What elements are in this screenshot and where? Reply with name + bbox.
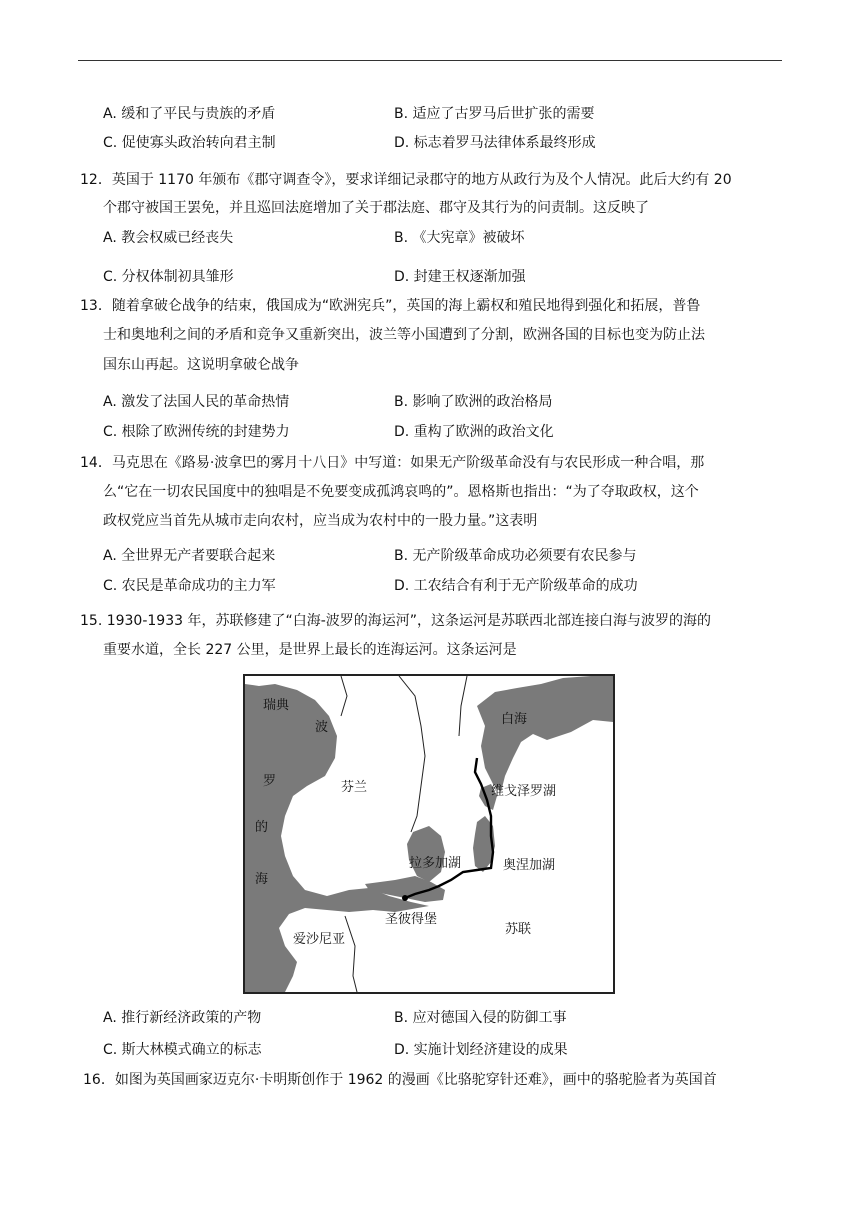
q12-option-d: D. 封建王权逐渐加强 bbox=[394, 269, 526, 285]
q12-stem-line1: 12．英国于 1170 年颁布《郡守调查令》，要求详细记录郡守的地方从政行为及个人情况。此后大约有 20 bbox=[80, 172, 732, 188]
white-sea-shape bbox=[477, 676, 613, 792]
q14-stem-line2: 么“它在一切农民国度中的独唱是不免要变成孤鸿哀鸣的”。恩格斯也指出：“为了夺取政权，这个 bbox=[103, 484, 699, 500]
q12-stem-line2: 个郡守被国王罢免，并且巡回法庭增加了关于郡法庭、郡守及其行为的问责制。这反映了 bbox=[103, 200, 649, 216]
q13-option-c: C. 根除了欧洲传统的封建势力 bbox=[103, 424, 290, 440]
label-onega: 奥涅加湖 bbox=[503, 858, 556, 873]
q14-option-c: C. 农民是革命成功的主力军 bbox=[103, 578, 276, 594]
q14-option-d: D. 工农结合有利于无产阶级革命的成功 bbox=[394, 578, 638, 594]
q13-option-d: D. 重构了欧洲的政治文化 bbox=[394, 424, 554, 440]
label-baltic-luo: 罗 bbox=[263, 774, 277, 789]
q13-stem-line1: 13．随着拿破仑战争的结束，俄国成为“欧洲宪兵”，英国的海上霸权和殖民地得到强化和拓展，普鲁 bbox=[80, 298, 701, 314]
q15-stem-line2: 重要水道，全长 227 公里，是世界上最长的连海运河。这条运河是 bbox=[103, 642, 517, 658]
q14-stem-line1: 14．马克思在《路易·波拿巴的雾月十八日》中写道：如果无产阶级革命没有与农民形成一种合唱，那 bbox=[80, 455, 705, 471]
q14-option-b: B. 无产阶级革命成功必须要有农民参与 bbox=[394, 548, 637, 564]
border-finland-ussr bbox=[399, 676, 425, 832]
label-sweden: 瑞典 bbox=[263, 698, 290, 713]
q15-option-d: D. 实施计划经济建设的成果 bbox=[394, 1042, 568, 1058]
st-petersburg-point bbox=[402, 895, 408, 901]
q12-option-a: A. 教会权威已经丧失 bbox=[103, 230, 234, 246]
label-baltic-bo: 波 bbox=[315, 720, 329, 735]
label-finland: 芬兰 bbox=[341, 780, 368, 795]
q11-option-a: A. 缓和了平民与贵族的矛盾 bbox=[103, 106, 276, 122]
q14-stem-line3: 政权党应当首先从城市走向农村，应当成为农村中的一股力量。”这表明 bbox=[103, 513, 538, 529]
q13-stem-line3: 国东山再起。这说明拿破仑战争 bbox=[103, 357, 299, 373]
label-ladoga: 拉多加湖 bbox=[409, 856, 462, 871]
label-ussr: 苏联 bbox=[505, 922, 532, 937]
q16-stem-line1: 16．如图为英国画家迈克尔·卡明斯创作于 1962 的漫画《比骆驼穿针还难》，画中的骆驼脸者为英国首 bbox=[83, 1072, 717, 1088]
border-sweden-finland bbox=[341, 676, 347, 716]
label-estonia: 爱沙尼亚 bbox=[293, 932, 346, 947]
border-estonia-ussr bbox=[345, 916, 357, 992]
q11-option-d: D. 标志着罗马法律体系最终形成 bbox=[394, 135, 596, 151]
header-rule bbox=[78, 60, 782, 61]
q14-option-a: A. 全世界无产者要联合起来 bbox=[103, 548, 276, 564]
q15-option-a: A. 推行新经济政策的产物 bbox=[103, 1010, 262, 1026]
q13-stem-line2: 士和奥地利之间的矛盾和竞争又重新突出，波兰等小国遭到了分割，欧洲各国的目标也变为防止法 bbox=[103, 327, 705, 343]
border-finland-karelia bbox=[459, 676, 467, 736]
q12-option-c: C. 分权体制初具雏形 bbox=[103, 269, 234, 285]
ladoga-lake-shape bbox=[407, 826, 445, 882]
canal-map bbox=[243, 674, 615, 994]
q15-stem-line1: 15. 1930-1933 年，苏联修建了“白海-波罗的海运河”，这条运河是苏联西北部连接白海与波罗的海的 bbox=[80, 613, 712, 629]
q11-option-b: B. 适应了古罗马后世扩张的需要 bbox=[394, 106, 595, 122]
q15-option-b: B. 应对德国入侵的防御工事 bbox=[394, 1010, 567, 1026]
label-st-petersburg: 圣彼得堡 bbox=[385, 912, 438, 927]
label-baltic-de: 的 bbox=[255, 820, 269, 835]
label-baltic-hai: 海 bbox=[255, 872, 269, 887]
q11-option-c: C. 促使寡头政治转向君主制 bbox=[103, 135, 276, 151]
label-white-sea: 白海 bbox=[501, 712, 528, 727]
q15-option-c: C. 斯大林模式确立的标志 bbox=[103, 1042, 262, 1058]
q13-option-b: B. 影响了欧洲的政治格局 bbox=[394, 394, 553, 410]
label-vygozero: 维戈泽罗湖 bbox=[491, 784, 557, 799]
q12-option-b: B. 《大宪章》被破坏 bbox=[394, 230, 525, 246]
q13-option-a: A. 激发了法国人民的革命热情 bbox=[103, 394, 290, 410]
